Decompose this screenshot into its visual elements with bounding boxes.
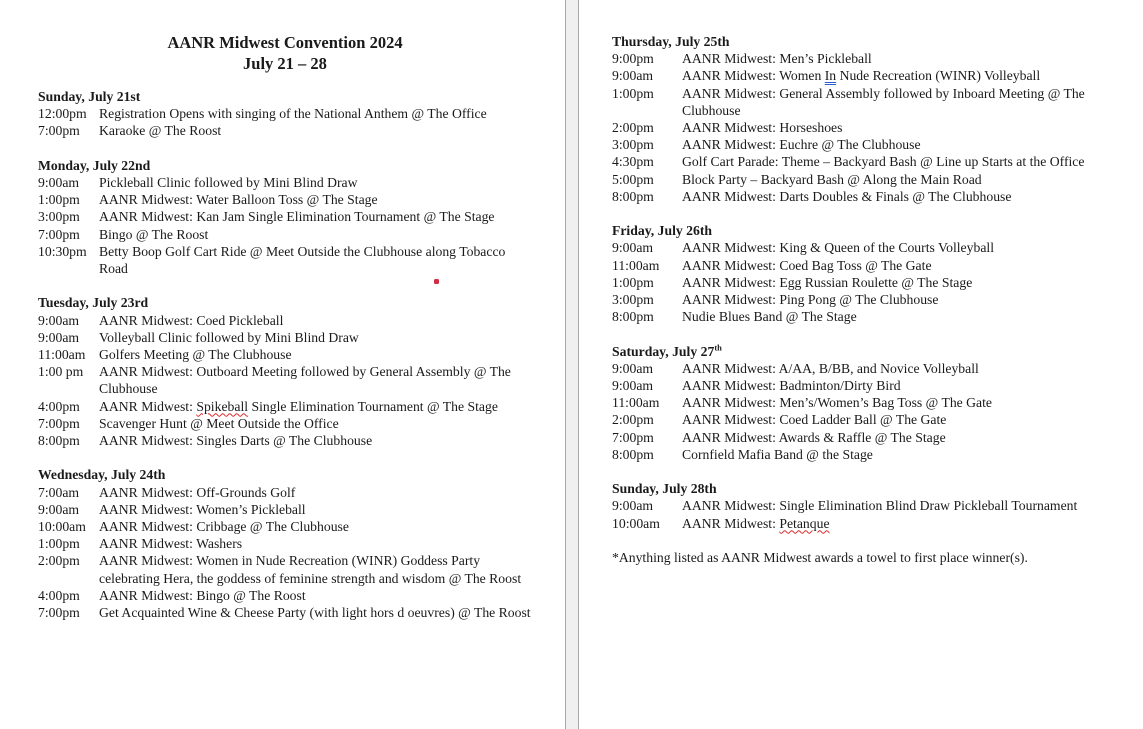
event-row (38, 363, 532, 397)
text-segment: AANR Midwest: Bingo @ The Roost (99, 587, 306, 603)
event-description (99, 398, 532, 415)
event-row (38, 174, 532, 191)
text-segment: AANR Midwest: Singles Darts @ The Clubhouse (99, 433, 373, 449)
text-segment: AANR Midwest: Women (682, 68, 825, 84)
event-time: 9:00pm (612, 51, 654, 67)
event-description (682, 291, 1118, 308)
text-segment: Wednesday, July 24th (38, 467, 166, 483)
event-description (682, 136, 1118, 153)
event-row (612, 497, 1143, 514)
event-description (682, 497, 1118, 514)
event-time: 9:00am (38, 175, 80, 190)
event-description (682, 515, 1118, 532)
event-time: 9:00am (612, 360, 654, 376)
day-section (612, 222, 1143, 325)
text-segment: Tuesday, July 23rd (38, 295, 149, 311)
event-row (612, 67, 1143, 84)
event-time: 8:00pm (612, 188, 654, 204)
event-description (99, 346, 532, 363)
page-2-days (612, 33, 1143, 532)
event-row (38, 226, 532, 243)
event-row (612, 188, 1143, 205)
event-description (99, 226, 532, 243)
day-section (38, 466, 532, 621)
event-description (99, 363, 532, 397)
event-row (612, 171, 1143, 188)
event-row (612, 429, 1143, 446)
event-description (682, 239, 1118, 256)
text-segment: Bingo @ The Roost (99, 226, 209, 242)
event-time: 10:30pm (38, 243, 87, 259)
event-time: 9:00am (612, 68, 654, 84)
day-header (612, 343, 1143, 360)
event-description (682, 429, 1118, 446)
event-description (99, 432, 532, 449)
event-time: 9:00am (38, 329, 80, 345)
event-row (38, 432, 532, 449)
event-description (99, 174, 532, 191)
event-row (612, 308, 1143, 325)
event-row (38, 243, 532, 277)
text-segment: AANR Midwest: Men’s/Women’s Bag Toss @ The Gate (682, 395, 993, 411)
event-time: 1:00 pm (38, 364, 84, 380)
text-segment: AANR Midwest: Badminton/Dirty Bird (682, 378, 901, 394)
text-segment: Thursday, July 25th (612, 34, 730, 49)
day-section (612, 33, 1143, 205)
event-time: 8:00pm (612, 446, 654, 462)
event-time: 10:00am (612, 515, 660, 531)
page-divider (565, 0, 579, 729)
day-section (38, 294, 532, 449)
document-title-line2: July 21 – 28 (243, 53, 327, 73)
event-description (682, 308, 1118, 325)
event-row (38, 191, 532, 208)
day-header (612, 222, 1143, 239)
event-time: 9:00am (612, 378, 654, 394)
text-segment: AANR Midwest: (682, 515, 780, 531)
page-2 (579, 0, 1143, 729)
text-segment: Golf Cart Parade: Theme – Backyard Bash @ Line up Starts at the Office (682, 154, 1085, 170)
text-segment: Single Elimination Tournament @ The Stage (248, 398, 498, 414)
event-description (99, 587, 532, 604)
event-description (682, 153, 1118, 170)
event-row (612, 257, 1143, 274)
event-description (99, 484, 532, 501)
text-segment: Friday, July 26th (612, 223, 713, 239)
event-description (99, 243, 532, 277)
text-segment: AANR Midwest: Darts Doubles & Finals @ The Clubhouse (682, 188, 1012, 204)
day-header (612, 33, 1143, 50)
ordinal-superscript: th (714, 342, 722, 353)
event-row (38, 122, 532, 139)
event-row (612, 394, 1143, 411)
event-description (682, 411, 1118, 428)
event-time: 11:00am (38, 347, 86, 363)
day-header (38, 294, 532, 311)
event-description (682, 394, 1118, 411)
event-row (38, 312, 532, 329)
spell-marked-text: Petanque (779, 515, 830, 531)
text-segment: Pickleball Clinic followed by Mini Blind Draw (99, 175, 358, 190)
text-segment: AANR Midwest: Egg Russian Roulette @ The Stage (682, 274, 973, 290)
event-description (682, 257, 1118, 274)
text-segment: AANR Midwest: Outboard Meeting followed by General Assembly @ The Clubhouse (99, 364, 511, 397)
event-description (682, 274, 1118, 291)
text-segment: Nude Recreation (WINR) Volleyball (836, 68, 1041, 84)
stray-red-dot (434, 279, 439, 284)
event-description (99, 535, 532, 552)
text-segment: AANR Midwest: Kan Jam Single Elimination Tournament @ The Stage (99, 209, 495, 225)
event-row (612, 291, 1143, 308)
event-row (38, 208, 532, 225)
text-segment: AANR Midwest: Coed Bag Toss @ The Gate (682, 257, 932, 273)
event-row (38, 329, 532, 346)
event-description (682, 85, 1118, 119)
text-segment: AANR Midwest: A/AA, B/BB, and Novice Volleyball (682, 360, 979, 376)
text-segment: Block Party – Backyard Bash @ Along the Main Road (682, 171, 982, 187)
page-1 (0, 0, 565, 729)
event-description (99, 312, 532, 329)
text-segment: Get Acquainted Wine & Cheese Party (with light hors d oeuvres) @ The Roost (99, 605, 531, 621)
event-row (38, 518, 532, 535)
event-time: 7:00pm (38, 123, 80, 139)
text-segment: Golfers Meeting @ The Clubhouse (99, 347, 292, 363)
day-section (38, 88, 532, 140)
event-time: 1:00pm (38, 536, 80, 552)
event-time: 11:00am (612, 257, 660, 273)
event-time: 4:00pm (38, 398, 80, 414)
event-time: 9:00am (612, 498, 654, 514)
event-description (682, 119, 1118, 136)
event-time: 9:00am (38, 312, 80, 328)
text-segment: Karaoke @ The Roost (99, 123, 222, 139)
event-time: 7:00pm (38, 226, 80, 242)
event-row (612, 411, 1143, 428)
event-row (38, 484, 532, 501)
event-time: 7:00am (38, 484, 80, 500)
event-description (99, 501, 532, 518)
text-segment: AANR Midwest: King & Queen of the Courts Volleyball (682, 240, 995, 256)
text-segment: AANR Midwest: Off-Grounds Golf (99, 484, 296, 500)
day-section (612, 343, 1143, 463)
document-title-line1: AANR Midwest Convention 2024 (167, 33, 403, 52)
event-time: 5:00pm (612, 171, 654, 187)
event-time: 10:00am (38, 519, 86, 535)
event-time: 2:00pm (612, 120, 654, 136)
event-time: 8:00pm (612, 309, 654, 325)
text-segment: AANR Midwest: Coed Pickleball (99, 312, 284, 328)
event-time: 11:00am (612, 395, 660, 411)
event-row (38, 501, 532, 518)
event-time: 9:00am (38, 501, 80, 517)
footnote: *Anything listed as AANR Midwest awards a towel to first place winner(s). (612, 550, 1028, 566)
text-segment: AANR Midwest: General Assembly followed by Inboard Meeting @ The Clubhouse (682, 85, 1085, 118)
event-description (99, 191, 532, 208)
event-time: 1:00pm (612, 85, 654, 101)
event-time: 4:30pm (612, 154, 654, 170)
event-time: 3:00pm (612, 137, 654, 153)
event-row (612, 515, 1143, 532)
document-title (38, 33, 532, 74)
text-segment: AANR Midwest: (99, 398, 197, 414)
text-segment: AANR Midwest: Women’s Pickleball (99, 501, 306, 517)
event-description (682, 67, 1118, 84)
text-segment: Monday, July 22nd (38, 157, 151, 173)
event-time: 1:00pm (38, 192, 80, 208)
text-segment: Sunday, July 28th (612, 481, 717, 497)
event-description (99, 604, 532, 621)
event-row (612, 119, 1143, 136)
event-time: 7:00pm (38, 605, 80, 621)
text-segment: Saturday, July 27 (612, 343, 715, 359)
event-time: 9:00am (612, 240, 654, 256)
text-segment: AANR Midwest: Washers (99, 536, 243, 552)
event-description (682, 377, 1118, 394)
event-description (682, 50, 1118, 67)
event-description (682, 446, 1118, 463)
text-segment: Cornfield Mafia Band @ the Stage (682, 446, 873, 462)
event-time: 3:00pm (612, 292, 654, 308)
event-time: 12:00pm (38, 106, 87, 122)
event-description (682, 360, 1118, 377)
event-description (99, 518, 532, 535)
event-description (99, 208, 532, 225)
text-segment: AANR Midwest: Coed Ladder Ball @ The Gate (682, 412, 947, 428)
text-segment: AANR Midwest: Ping Pong @ The Clubhouse (682, 292, 939, 308)
text-segment: AANR Midwest: Awards & Raffle @ The Stage (682, 429, 946, 445)
event-row (612, 136, 1143, 153)
event-row (38, 604, 532, 621)
event-time: 7:00pm (38, 415, 80, 431)
text-segment: Sunday, July 21st (38, 89, 141, 104)
text-segment: AANR Midwest: Horseshoes (682, 120, 843, 136)
event-row (612, 377, 1143, 394)
text-segment: AANR Midwest: Water Balloon Toss @ The Stage (99, 192, 378, 208)
event-row (612, 239, 1143, 256)
page-1-days (38, 88, 532, 621)
day-section (38, 157, 532, 277)
text-segment: Registration Opens with singing of the National Anthem @ The Office (99, 106, 487, 122)
text-segment: AANR Midwest: Women in Nude Recreation (WINR) Goddess Party celebrating Hera, the goddess of feminine strength and wisdom @ The Roost (99, 553, 522, 586)
event-description (99, 552, 532, 586)
event-description (682, 171, 1118, 188)
text-segment: Betty Boop Golf Cart Ride @ Meet Outside the Clubhouse along Tobacco Road (99, 243, 506, 277)
event-time: 2:00pm (612, 412, 654, 428)
event-description (682, 188, 1118, 205)
grammar-marked-text: In (824, 68, 837, 84)
event-row (612, 274, 1143, 291)
text-segment: AANR Midwest: Cribbage @ The Clubhouse (99, 519, 349, 535)
event-description (99, 105, 532, 122)
event-row (38, 398, 532, 415)
text-segment: Nudie Blues Band @ The Stage (682, 309, 857, 325)
day-header (612, 480, 1143, 497)
event-row (612, 446, 1143, 463)
event-time: 1:00pm (612, 274, 654, 290)
event-row (38, 105, 532, 122)
event-row (612, 153, 1143, 170)
event-time: 8:00pm (38, 433, 80, 449)
event-row (612, 50, 1143, 67)
text-segment: Scavenger Hunt @ Meet Outside the Office (99, 415, 339, 431)
event-row (38, 552, 532, 586)
event-time: 7:00pm (612, 429, 654, 445)
event-row (612, 360, 1143, 377)
event-description (99, 329, 532, 346)
event-row (38, 535, 532, 552)
text-segment: Volleyball Clinic followed by Mini Blind Draw (99, 329, 359, 345)
event-description (99, 122, 532, 139)
event-time: 3:00pm (38, 209, 80, 225)
text-segment: AANR Midwest: Euchre @ The Clubhouse (682, 137, 921, 153)
day-header (38, 157, 532, 174)
event-time: 4:00pm (38, 587, 80, 603)
day-header (38, 88, 532, 105)
event-row (38, 415, 532, 432)
event-row (612, 85, 1143, 119)
event-row (38, 587, 532, 604)
spell-marked-text: Spikeball (196, 398, 249, 414)
day-header (38, 466, 532, 483)
day-section (612, 480, 1143, 532)
event-row (38, 346, 532, 363)
event-description (99, 415, 532, 432)
text-segment: AANR Midwest: Men’s Pickleball (682, 51, 872, 67)
event-time: 2:00pm (38, 553, 80, 569)
text-segment: AANR Midwest: Single Elimination Blind Draw Pickleball Tournament (682, 498, 1078, 514)
